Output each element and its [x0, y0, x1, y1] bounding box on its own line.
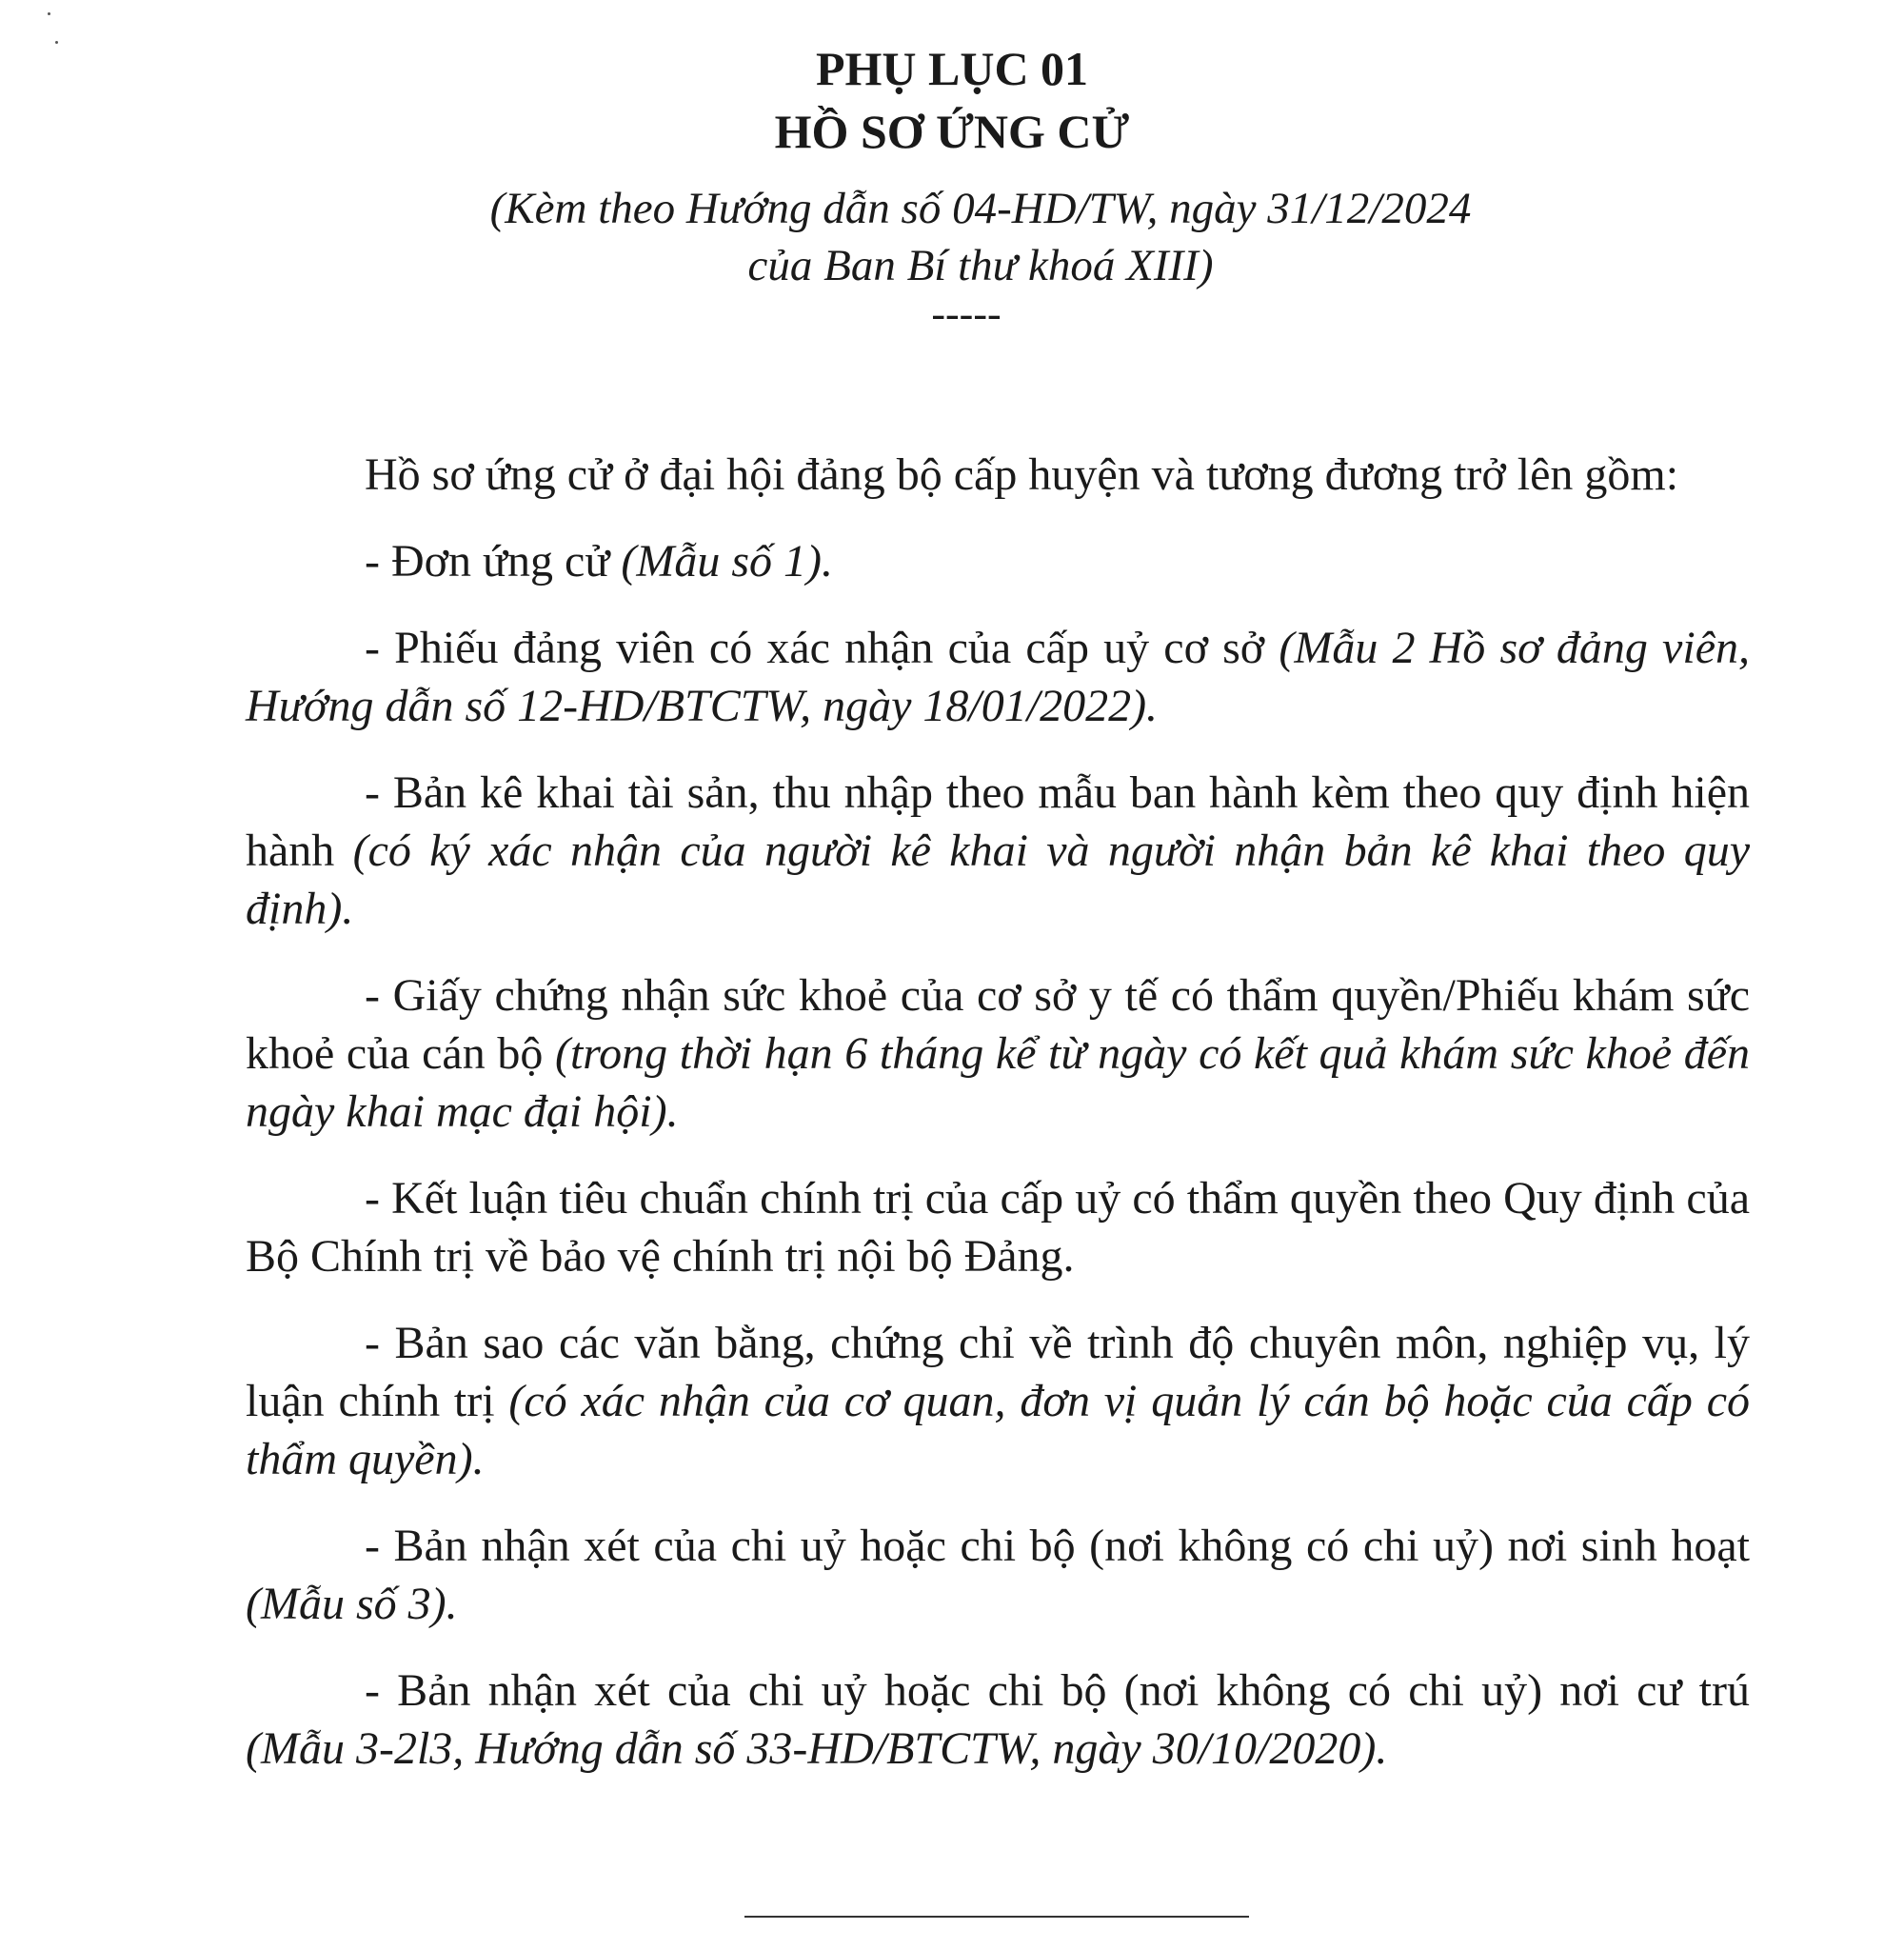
- reference-line-1: (Kèm theo Hướng dẫn số 04-HD/TW, ngày 31/12/2024: [489, 184, 1472, 233]
- document-body: [246, 446, 1750, 1806]
- item-note: (Mẫu 3-2l3, Hướng dẫn số 33-HD/BTCTW, ngày 30/10/2020).: [246, 1723, 1388, 1774]
- separator: -----: [931, 290, 1002, 337]
- item-note: (trong thời hạn 6 tháng kể từ ngày có kết quả khám sức khoẻ đến ngày khai mạc đại hội).: [246, 1028, 1750, 1137]
- item-text: - Kết luận tiêu chuẩn chính trị của cấp uỷ có thẩm quyền theo Quy định của Bộ Chính trị về bảo vệ chính trị nội bộ Đảng.: [246, 1173, 1750, 1282]
- item-note: (Mẫu số 3).: [246, 1579, 458, 1629]
- item-text: - Bản nhận xét của chi uỷ hoặc chi bộ (nơi không có chi uỷ) nơi sinh hoạt: [365, 1521, 1750, 1571]
- item-note: (Mẫu 2 Hồ sơ đảng viên, Hướng dẫn số 12-HD/BTCTW, ngày 18/01/2022).: [246, 623, 1751, 731]
- list-item: [246, 1169, 1750, 1285]
- item-text: - Giấy chứng nhận sức khoẻ của cơ sở y tế có thẩm quyền/Phiếu khám sức khoẻ của cán bộ: [246, 970, 1750, 1079]
- footer-divider: [744, 1916, 1249, 1918]
- appendix-title: PHỤ LỤC 01: [815, 42, 1089, 95]
- item-note: (có xác nhận của cơ quan, đơn vị quản lý cán bộ hoặc của cấp có thẩm quyền).: [246, 1376, 1751, 1484]
- item-text: - Bản sao các văn bằng, chứng chỉ về trình độ chuyên môn, nghiệp vụ, lý luận chính trị: [246, 1318, 1750, 1426]
- list-item: [246, 1661, 1750, 1778]
- item-text: - Bản kê khai tài sản, thu nhập theo mẫu ban hành kèm theo quy định hiện hành: [246, 767, 1750, 876]
- item-text: - Đơn ứng cử: [365, 536, 622, 587]
- list-item: [246, 619, 1750, 735]
- reference-line-2: của Ban Bí thư khoá XIII): [747, 241, 1214, 290]
- list-item: [246, 966, 1750, 1141]
- item-note: (Mẫu số 1).: [621, 536, 834, 587]
- item-text: - Bản nhận xét của chi uỷ hoặc chi bộ (nơi không có chi uỷ) nơi cư trú: [365, 1665, 1750, 1716]
- item-note: (có ký xác nhận của người kê khai và người nhận bản kê khai theo quy định).: [246, 826, 1750, 934]
- intro-paragraph: Hồ sơ ứng cử ở đại hội đảng bộ cấp huyện và tương đương trở lên gồm:: [365, 449, 1679, 500]
- list-item: [246, 764, 1750, 938]
- list-item: [246, 532, 1750, 590]
- document-subtitle: HỒ SƠ ỨNG CỬ: [774, 105, 1130, 158]
- list-item: [246, 1314, 1750, 1488]
- list-item: [246, 1517, 1750, 1633]
- item-text: - Phiếu đảng viên có xác nhận của cấp uỷ cơ sở: [365, 623, 1279, 673]
